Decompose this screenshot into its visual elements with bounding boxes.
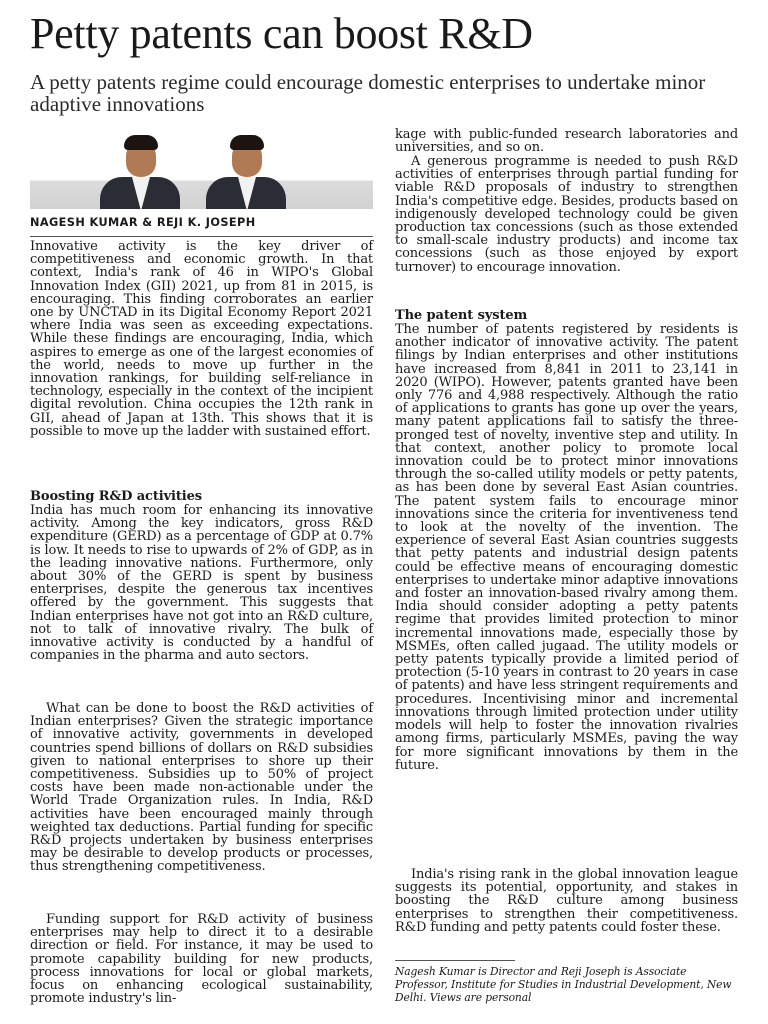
- headline: Petty patents can boost R&D: [30, 9, 533, 58]
- paragraph: Funding support for R&D activity of business enterprises may help to direct it to a desirable direction or field. For instance, it may be used to promote capability building for new products, process innovations for local or global markets, focus on enhancing ecological sustainability, promote industry's lin-: [30, 912, 373, 1007]
- paragraph: kage with public-funded research laboratories and universities, and so on.: [395, 127, 738, 156]
- paragraph: India has much room for enhancing its innovative activity. Among the key indicators, gross R&D expenditure (GERD) as a percentage of GDP at 0.7% is low. It needs to rise to upwards of 2% of GDP, as in the leading innovative nations. Furthermore, only about 30% of the GERD is spent by business enterprises, despite the generous tax incentives offered by the government. This suggests that Indian enterprises have not got into an R&D culture, not to talk of innovative rivalry. The bulk of innovative activity is conducted by a handful of companies in the pharma and auto sectors.: [30, 503, 373, 664]
- subhead-boosting-rd: Boosting R&D activities: [30, 489, 203, 504]
- paragraph: India's rising rank in the global innovation league suggests its potential, opportunity, and stakes in boosting the R&D culture among business enterprises to strengthen their competitiveness. R&D funding and petty patents could foster these.: [395, 867, 738, 935]
- author-photo-2: [198, 131, 294, 209]
- paragraph: What can be done to boost the R&D activities of Indian enterprises? Given the strategic importance of innovative activity, governments in developed countries spend billions of dollars on R&D subsidies given to national enterprises to shore up their competitiveness. Subsidies up to 50% of project costs have been made non-actionable under the World Trade Organization rules. In India, R&D activities have been encouraged mainly through weighted tax deductions. Partial funding for specific R&D projects undertaken by business enterprises may be desirable to develop products or processes, thus strengthening competitiveness.: [30, 701, 373, 875]
- byline-divider: [30, 236, 373, 237]
- author-note: Nagesh Kumar is Director and Reji Joseph is Associate Professor, Institute for Studies in Industrial Development, New Delhi. Views are personal: [395, 965, 732, 1004]
- author-photos: [30, 128, 373, 209]
- byline: NAGESH KUMAR & REJI K. JOSEPH: [30, 216, 256, 229]
- paragraph: Innovative activity is the key driver of competitiveness and economic growth. In that context, India's rank of 46 in WIPO's Global Innovation Index (GII) 2021, up from 81 in 2015, is encouraging. This finding corroborates an earlier one by UNCTAD in its Digital Economy Report 2021 where India was seen as exceeding expectations. While these findings are encouraging, India, which aspires to emerge as one of the largest economies of the world, needs to move up further in the innovation rankings, for building self-reliance in technology, especially in the context of the incipient digital revolution. China occupies the 12th rank in GII, ahead of Japan at 13th. This shows that it is possible to move up the ladder with sustained effort.: [30, 239, 373, 439]
- subhead-patent-system: The patent system: [395, 308, 528, 323]
- paragraph: The number of patents registered by residents is another indicator of innovative activity. The patent filings by Indian enterprises and other institutions have increased from 8,841 in 2011 to 23,141 in 2020 (WIPO). However, patents granted have been only 776 and 4,988 respectively. Although the ratio of applications to grants has gone up over the years, many patent applications fail to satisfy the three-pronged test of novelty, inventive step and utility. In that context, another policy to promote local innovation could be to protect minor innovations through the so-called utility models or petty patents, as has been done by several East Asian countries. The patent system fails to encourage minor innovations since the criteria for inventiveness tend to look at the novelty of the invention. The experience of several East Asian countries suggests that petty patents and industrial design patents could be effective means of encouraging domestic enterprises to undertake minor adaptive innovations and foster an innovation-based rivalry among them. India should consider adopting a petty patents regime that provides limited protection to minor incremental innovations made, especially those by MSMEs, often called jugaad. The utility models or petty patents typically provide a limited period of protection (5-10 years in contrast to 20 years in case of patents) and have less stringent requirements and procedures. Incentivising minor and incremental innovations through limited protection under utility models will help to foster the innovation rivalries among firms, particularly MSMEs, paving the way for more significant innovations by them in the future.: [395, 322, 738, 773]
- paragraph: A generous programme is needed to push R&D activities of enterprises through partial funding for viable R&D proposals of industry to strengthen India's competitive edge. Besides, products based on indigenously developed technology could be given production tax concessions (such as those extended to small-scale industry products) and income tax concessions (such as those enjoyed by export turnover) to encourage innovation.: [395, 154, 738, 275]
- author-photo-1: [92, 131, 188, 209]
- deck: A petty patents regime could encourage domestic enterprises to undertake minor adaptive innovations: [30, 70, 706, 116]
- note-divider: [395, 960, 515, 961]
